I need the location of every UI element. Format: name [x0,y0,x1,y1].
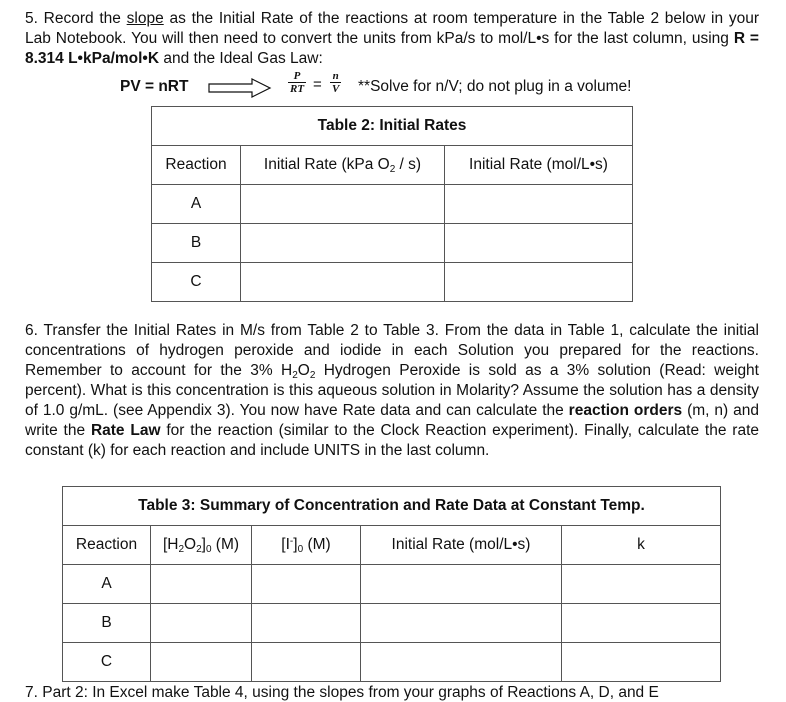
iodide-cell[interactable] [252,604,361,643]
table-2-title: Table 2: Initial Rates [152,107,633,146]
gas-constant: R = 8.314 L•kPa/mol•K [25,30,759,67]
slope-term: slope [126,10,164,27]
table-2-header-rate-kpa: Initial Rate (kPa $O_2 / s$) [241,146,445,185]
fraction-n-over-v: $\frac{n}{V}$ [332,70,340,95]
section-6-text: 6. Transfer the Initial Rates in M/s from Table 2 to Table 3. From the data in Table 1, calculate the initial concentrations of hydrogen peroxide and iodide in each Solution you prepared for the reactions. Remember to account for the 3% $H_2O_2$ Hydrogen Peroxide is sold as a 3% solution (Read: weight percent). What is this concentration is this aqueous solution in Molarity? Assume the solution has a density of 1.0 g/mL. (see Appendix 3). You now have Rate data and can calculate the reaction orders (m, n) and write the Rate Law for the reaction (similar to the Clock Reaction experiment). Finally, calculate the rate constant (k) for each reaction and include UNITS in the last column. [25,322,759,459]
k-cell[interactable] [562,643,721,682]
table-2-header-rate-mol: Initial Rate (mol/L•s) [445,146,633,185]
rate-cell[interactable] [361,565,562,604]
table-3-header-reaction: Reaction [63,526,151,565]
reaction-label: B [152,224,241,263]
h2o2-cell[interactable] [151,604,252,643]
table-row [63,565,721,604]
k-cell[interactable] [562,604,721,643]
table-row [63,604,721,643]
section-7-text: 7. Part 2: In Excel make Table 4, using the slopes from your graphs of Reactions A, D, and E [25,684,659,701]
iodide-cell[interactable] [252,643,361,682]
table-row [152,224,633,263]
reaction-label: C [152,263,241,302]
equals-sign: = [313,76,322,93]
table-3-header-rate: Initial Rate (mol/L•s) [361,526,562,565]
rate-cell[interactable] [361,643,562,682]
table-3-header-h2o2: $[H_2O_2]_0$ (M) [151,526,252,565]
h2o2-cell[interactable] [151,643,252,682]
ideal-gas-law-line [110,70,710,106]
solve-note: **Solve for n/V; do not plug in a volume! [358,78,632,95]
fraction-p-over-rt: $\frac{P}{RT}$ [290,70,305,95]
table-3-header-iodide: $[I^-]_0$ (M) [252,526,361,565]
rate-mol-cell[interactable] [445,224,633,263]
table-row [63,643,721,682]
iodide-cell[interactable] [252,565,361,604]
table-3-title: Table 3: Summary of Concentration and Rate Data at Constant Temp. [63,487,721,526]
k-cell[interactable] [562,565,721,604]
reaction-label: A [152,185,241,224]
section-5-text: 5. Record the slope as the Initial Rate of the reactions at room temperature in the Table 2 below in your Lab Notebook. You will then need to convert the units from kPa/s to mol/L•s for the last column, using R = 8.314 L•kPa/mol•K and the Ideal Gas Law: [25,10,759,67]
reaction-label: C [63,643,151,682]
rate-mol-cell[interactable] [445,185,633,224]
rate-cell[interactable] [361,604,562,643]
table-2-header-reaction: Reaction [152,146,241,185]
reaction-label: A [63,565,151,604]
rate-mol-cell[interactable] [445,263,633,302]
rate-kpa-cell[interactable] [241,185,445,224]
table-row [152,185,633,224]
rate-kpa-cell[interactable] [241,224,445,263]
right-arrow-icon [208,78,272,98]
h2o2-cell[interactable] [151,565,252,604]
rate-kpa-cell[interactable] [241,263,445,302]
ideal-gas-equation: PV = nRT [120,78,189,95]
rate-law-term: Rate Law [90,422,161,439]
table-2-initial-rates [151,106,633,302]
reaction-orders-term: reaction orders [568,402,683,419]
reaction-label: B [63,604,151,643]
table-row [152,263,633,302]
table-3-summary [62,486,721,682]
table-3-header-k: k [562,526,721,565]
